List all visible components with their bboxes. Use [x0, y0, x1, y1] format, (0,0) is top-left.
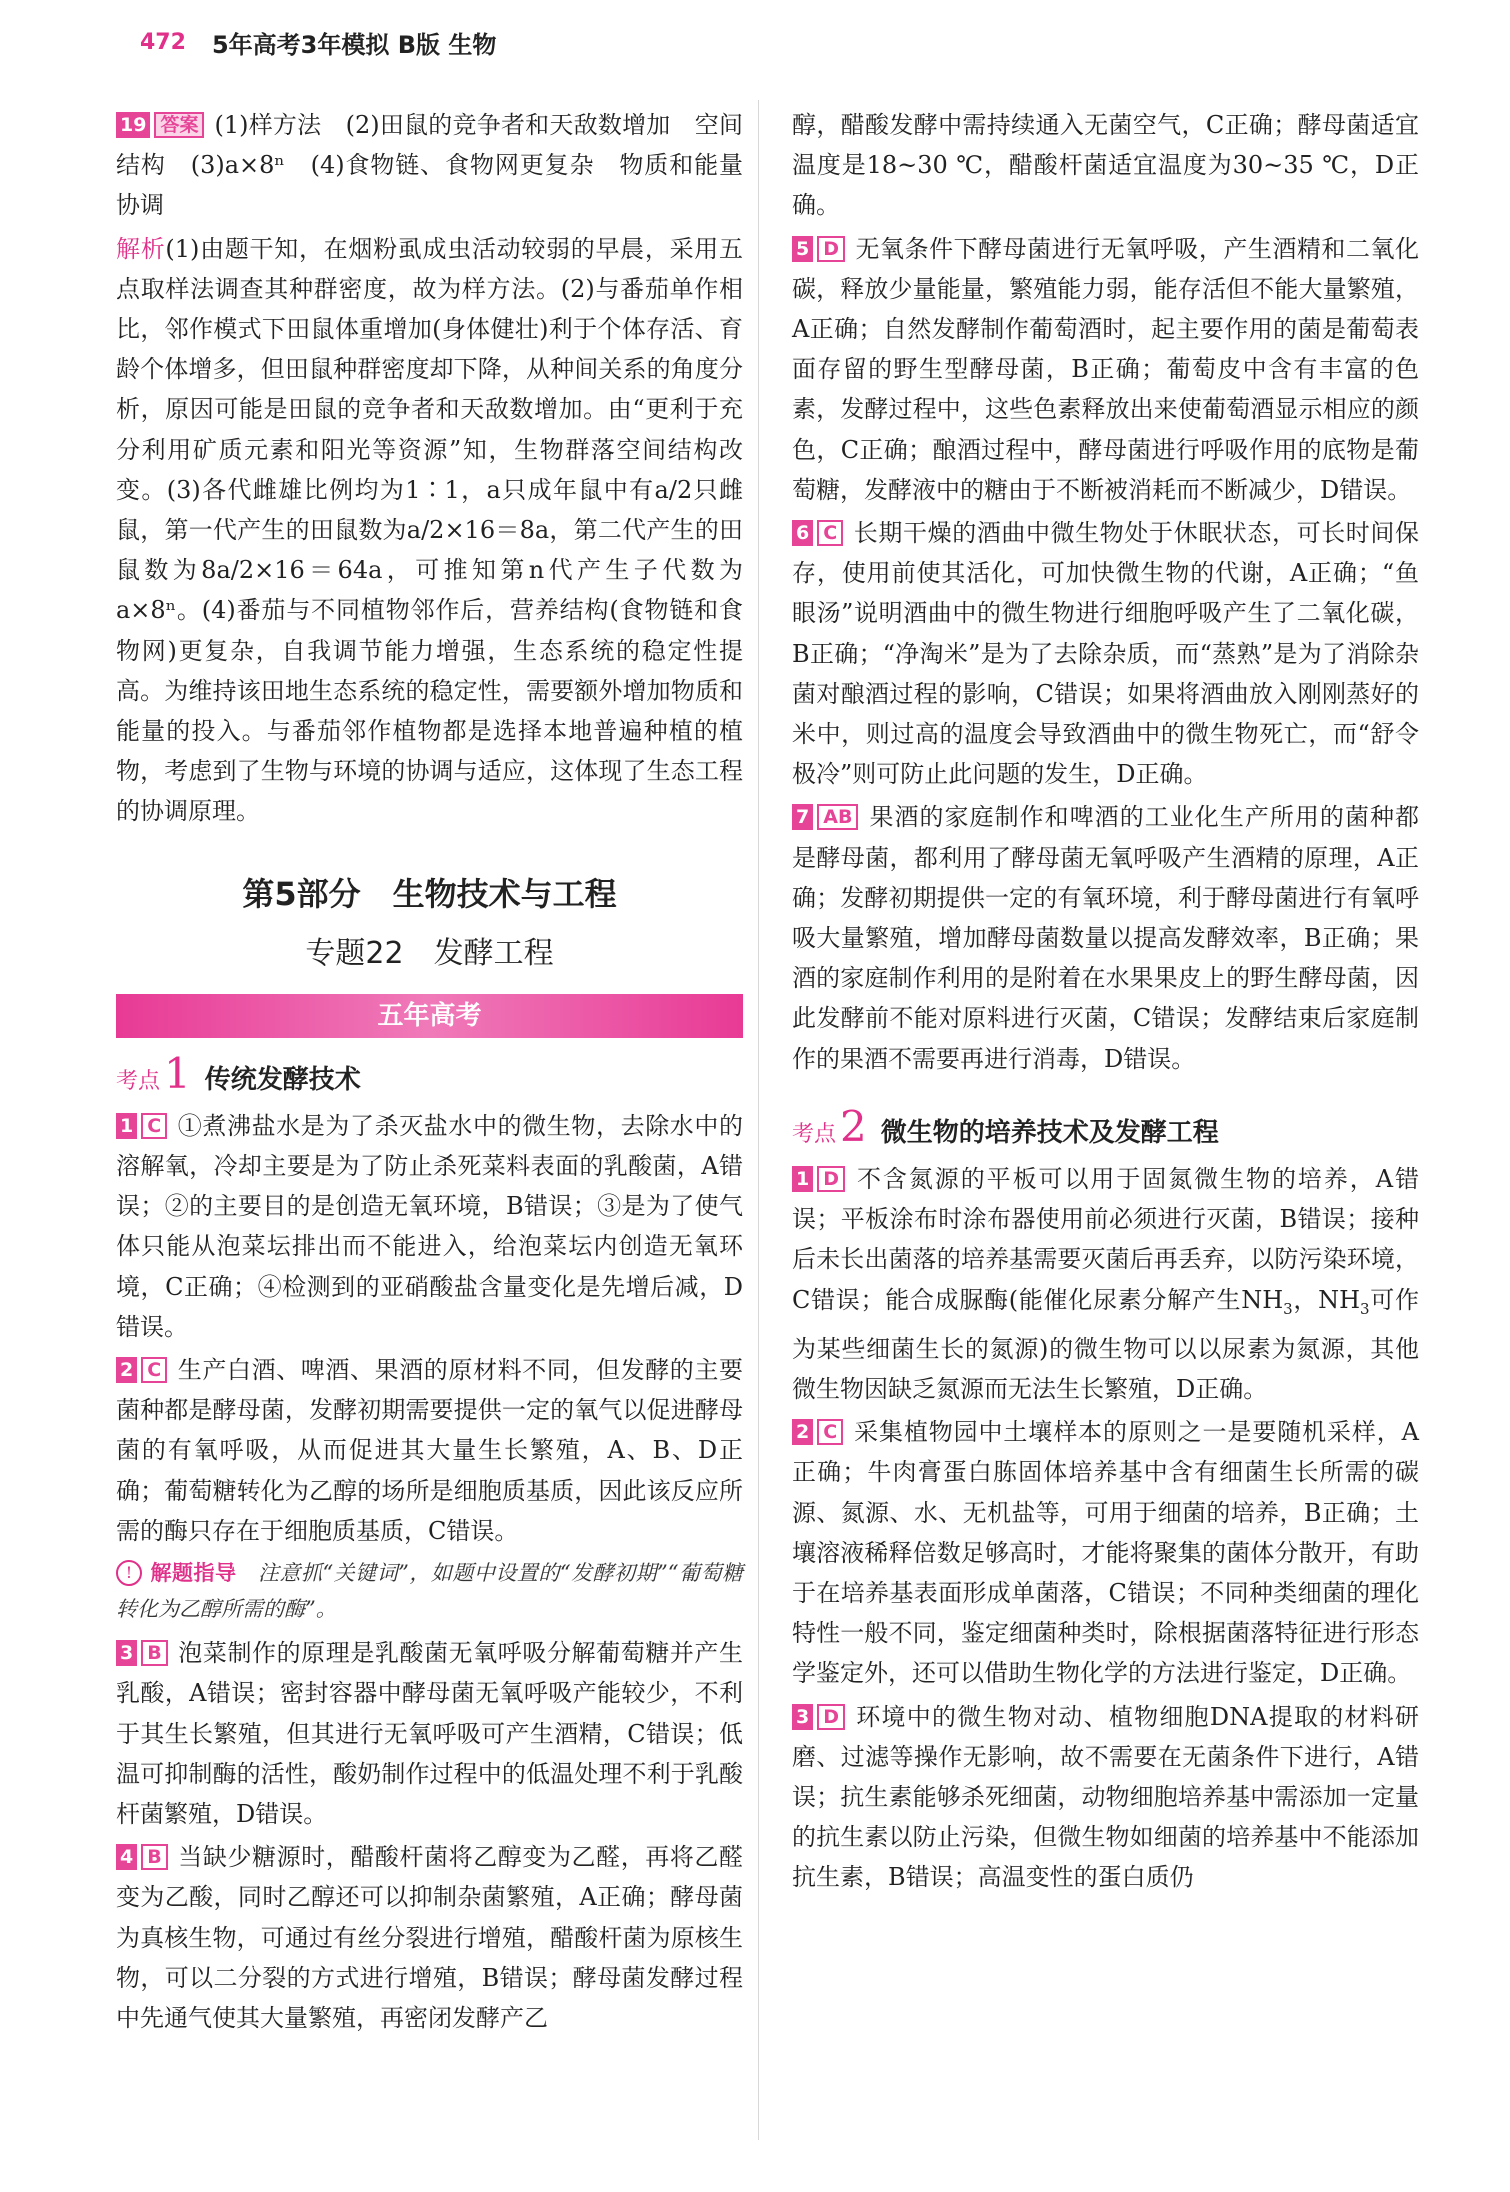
question-text: ，NH [1292, 1285, 1361, 1314]
question-number: 7 [792, 804, 813, 830]
question-item [792, 229, 1419, 510]
answer-badge: D [817, 1166, 845, 1192]
question-number: 1 [116, 1113, 137, 1139]
question-number: 2 [792, 1419, 813, 1445]
page-header [140, 20, 496, 64]
kaodian-2-heading [792, 1101, 1419, 1155]
question-item [792, 1412, 1419, 1693]
left-column [116, 105, 767, 2041]
hint-title: 解题指导 [150, 1561, 237, 1586]
question-item [116, 1837, 743, 2038]
question-text: 不含氮源的平板可以用于固氮微生物的培养，A错误；平板涂布时涂布器使用前必须进行灭菌，B错误；接种后未长出菌落的培养基需要灭菌后再丢弃，以防污染环境，C错误；能合成脲酶(能催化尿素分解产生NH [792, 1165, 1419, 1314]
question-number: 3 [116, 1640, 137, 1666]
answer-badge: AB [817, 804, 858, 830]
answer-badge: C [141, 1113, 167, 1139]
exclamation-icon: ! [116, 1560, 142, 1586]
answer-badge: C [817, 1419, 843, 1445]
part-title: 第5部分 生物技术与工程 [242, 874, 617, 913]
question-item [116, 1350, 743, 1551]
question-text: ①煮沸盐水是为了杀灭盐水中的微生物，去除水中的溶解氧，冷却主要是为了防止杀死菜料表面的乳酸菌，A错误；②的主要目的是创造无氧环境，B错误；③是为了使气体只能从泡菜坛排出而不能进入，给泡菜坛内创造无氧环境，C正确；④检测到的亚硝酸盐含量变化是先增后减，D错误。 [116, 1111, 743, 1341]
kaodian-1-heading [116, 1048, 743, 1102]
question-text: 长期干燥的酒曲中微生物处于休眠状态，可长时间保存，使用前使其活化，可加快微生物的代谢，A正确；“鱼眼汤”说明酒曲中的微生物进行细胞呼吸产生了二氧化碳，B正确；“净淘米”是为了去除杂质，而“蒸熟”是为了消除杂菌对酿酒过程的影响，C错误；如果将酒曲放入刚刚蒸好的米中，则过高的温度会导致酒曲中的微生物死亡，而“舒令极冷”则可防止此问题的发生，D正确。 [792, 519, 1419, 789]
question-item [792, 1159, 1419, 1409]
question-text: 可作为某些细菌生长的氮源)的微生物可以以尿素为氮源，其他微生物因缺乏氮源而无法生长繁殖，D正确。 [792, 1285, 1420, 1403]
hint-box [116, 1555, 743, 1627]
question-text: 采集植物园中土壤样本的原则之一是要随机采样，A正确；牛肉膏蛋白胨固体培养基中含有细菌生长所需的碳源、氮源、水、无机盐等，可用于细菌的培养，B正确；土壤溶液稀释倍数足够高时，才能将聚集的菌体分散开，有助于在培养基表面形成单菌落，C错误；不同种类细菌的理化特性一般不同，鉴定细菌种类时，除根据菌落特征进行形态学鉴定外，还可以借助生物化学的方法进行鉴定，D正确。 [792, 1418, 1419, 1688]
kaodian-label: 考点 [792, 1121, 837, 1147]
question-text: 环境中的微生物对动、植物细胞DNA提取的材料研磨、过滤等操作无影响，故不需要在无菌条件下进行，A错误；抗生素能够杀死细菌，动物细胞培养基中需添加一定量的抗生素以防止污染，但微生物如细菌的培养基中不能添加抗生素，B错误；高温变性的蛋白质仍 [792, 1702, 1419, 1892]
section-banner: 五年高考 [116, 994, 743, 1038]
subscript: 3 [1360, 1299, 1370, 1318]
question-number: 4 [116, 1844, 137, 1870]
question-item [792, 513, 1419, 794]
answer-badge: C [817, 520, 843, 546]
kaodian-number: 2 [840, 1101, 867, 1151]
question-number: 1 [792, 1166, 813, 1192]
right-column [792, 105, 1419, 1901]
question-text: 生产白酒、啤酒、果酒的原材料不同，但发酵的主要菌种都是酵母菌，发酵初期需要提供一定的氧气以促进酵母菌的有氧呼吸，从而促进其大量生长繁殖，A、B、D正确；葡萄糖转化为乙醇的场所是细胞质基质，因此该反应所需的酶只存在于细胞质基质，C错误。 [116, 1356, 743, 1545]
question-text: 果酒的家庭制作和啤酒的工业化生产所用的菌种都是酵母菌，都利用了酵母菌无氧呼吸产生酒精的原理，A正确；发酵初期提供一定的有氧环境，利于酵母菌进行有氧呼吸大量繁殖，增加酵母菌数量以提高发酵效率，B正确；果酒的家庭制作利用的是附着在水果果皮上的野生酵母菌，因此发酵前不能对原料进行灭菌，C错误；发酵结束后家庭制作的果酒不需要再进行消毒，D错误。 [792, 803, 1419, 1073]
page-number: 472 [140, 29, 186, 55]
answer-badge: C [141, 1357, 167, 1383]
analysis-tag: 解析 [116, 234, 166, 263]
question-number: 5 [792, 236, 813, 262]
kaodian-title: 微生物的培养技术及发酵工程 [880, 1117, 1219, 1148]
topic-title: 专题22 发酵工程 [305, 935, 554, 971]
question-item [792, 797, 1419, 1078]
question-continuation: 醇，醋酸发酵中需持续通入无菌空气，C正确；酵母菌适宜温度是18~30 ℃，醋酸杆菌适宜温度为30~35 ℃，D正确。 [792, 111, 1419, 220]
question-text: 无氧条件下酵母菌进行无氧呼吸，产生酒精和二氧化碳，释放少量能量，繁殖能力弱，能存活但不能大量繁殖，A正确；自然发酵制作葡萄酒时，起主要作用的菌是葡萄表面存留的野生型酵母菌，B正确；葡萄皮中含有丰富的色素，发酵过程中，这些色素释放出来使葡萄酒显示相应的颜色，C正确；酿酒过程中，酵母菌进行呼吸作用的底物是葡萄糖，发酵液中的糖由于不断被消耗而不断减少，D错误。 [792, 234, 1419, 504]
column-divider [758, 100, 759, 2140]
question-number: 19 [116, 112, 150, 138]
answer-badge: D [817, 236, 845, 262]
book-title: 5年高考3年模拟 B版 生物 [211, 30, 497, 59]
analysis-text: (1)由题干知，在烟粉虱成虫活动较弱的早晨，采用五点取样法调查其种群密度，故为样方法。(2)与番茄单作相比，邻作模式下田鼠体重增加(身体健壮)利于个体存活、育龄个体增多，但田鼠种群密度却下降，从种间关系的角度分析，原因可能是田鼠的竞争者和天敌数增加。由“更利于充分利用矿质元素和阳光等资源”知，生物群落空间结构改变。(3)各代雌雄比例均为1∶1，a只成年鼠中有a/2只雌鼠，第一代产生的田鼠数为a/2×16＝8a，第二代产生的田鼠数为8a/2×16＝64a，可推知第n代产生子代数为a×8ⁿ。(4)番茄与不同植物邻作后，营养结构(食物链和食物网)更复杂，自我调节能力增强，生态系统的稳定性提高。为维持该田地生态系统的稳定性，需要额外增加物质和能量的投入。与番茄邻作植物都是选择本地普遍种植的植物，考虑到了生物与环境的协调与适应，这体现了生态工程的协调原理。 [116, 234, 743, 826]
question-item [116, 1106, 743, 1347]
question-item [116, 1633, 743, 1834]
answer-badge: B [141, 1640, 167, 1666]
question-item [792, 1697, 1419, 1898]
answer-badge: B [141, 1844, 167, 1870]
question-number: 6 [792, 520, 813, 546]
question-number: 3 [792, 1704, 813, 1730]
question-text: 泡菜制作的原理是乳酸菌无氧呼吸分解葡萄糖并产生乳酸，A错误；密封容器中酵母菌无氧呼吸产能较少，不利于其生长繁殖，但其进行无氧呼吸可产生酒精，C错误；低温可抑制酶的活性，酸奶制作过程中的低温处理不利于乳酸杆菌繁殖，D错误。 [116, 1639, 743, 1828]
subscript: 3 [1283, 1299, 1293, 1318]
kaodian-label: 考点 [116, 1068, 161, 1094]
answer-text: (1)样方法 (2)田鼠的竞争者和天敌数增加 空间结构 (3)a×8ⁿ (4)食物链、食物网更复杂 物质和能量 协调 [116, 111, 767, 220]
kaodian-number: 1 [164, 1048, 191, 1098]
q19-answer [116, 105, 767, 226]
answer-tag: 答案 [154, 112, 204, 138]
q19-analysis [116, 229, 743, 832]
question-text-split: 当缺少糖源时，醋酸杆菌将乙醇变为乙醛，再将乙醛变为乙酸，同时乙醇还可以抑制杂菌繁殖，A正确；酵母菌为真核生物，可通过有丝分裂进行增殖，醋酸杆菌为原核生物，可以二分裂的方式进行增殖，B错误；酵母菌发酵过程中先通气使其大量繁殖，再密闭发酵产乙 [116, 1843, 743, 2032]
answer-badge: D [817, 1704, 845, 1730]
kaodian-title: 传统发酵技术 [204, 1064, 361, 1095]
hint-text: 注意抓“关键词”，如题中设置的“发酵初期”“葡萄糖转化为乙醇所需的酶”。 [116, 1561, 743, 1622]
question-number: 2 [116, 1357, 137, 1383]
